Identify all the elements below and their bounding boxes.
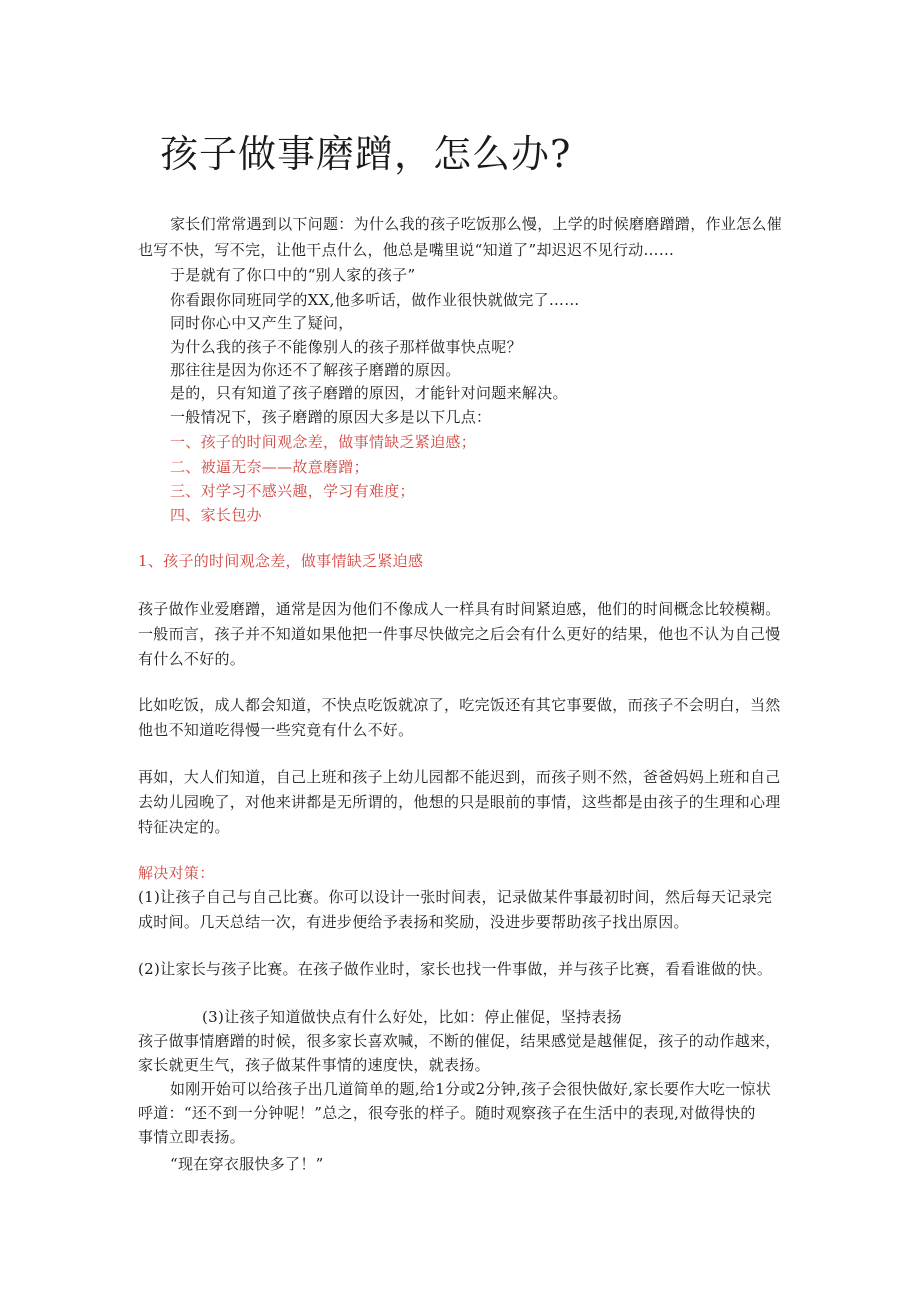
solution-line: (1)让孩子自己与自己比赛。你可以设计一张时间表，记录做某件事最初时间，然后每天记录完	[138, 888, 773, 906]
solution-line: (2)让家长与孩子比赛。在孩子做作业时，家长也找一件事做，并与孩子比赛，看看谁做的快。	[138, 960, 773, 978]
paragraph-line: 一般而言，孩子并不知道如果他把一件事尽快做完之后会有什么更好的结果，他也不认为自己慢	[138, 625, 781, 643]
solution-line: 孩子做事情磨蹭的时候，很多家长喜欢喊，不断的催促，结果感觉是越催促，孩子的动作越来，	[138, 1032, 781, 1050]
intro-line: 也写不快，写不完，让他干点什么，他总是嘴里说“知道了”却迟迟不见行动……	[138, 241, 675, 259]
reason-item: 一、孩子的时间观念差，做事情缺乏紧迫感；	[170, 433, 477, 451]
reason-item: 二、被逼无奈——故意磨蹭；	[170, 458, 369, 476]
solution-heading: 解决对策：	[138, 864, 215, 882]
intro-line: 于是就有了你口中的“别人家的孩子”	[170, 266, 416, 284]
intro-line: 为什么我的孩子不能像别人的孩子那样做事快点呢？	[170, 338, 522, 356]
quote-line: “现在穿衣服快多了！”	[170, 1155, 324, 1173]
intro-line: 家长们常常遇到以下问题：为什么我的孩子吃饭那么慢，上学的时候磨磨蹭蹭，作业怎么催	[170, 215, 783, 233]
section-heading: 1、孩子的时间观念差，做事情缺乏紧迫感	[138, 552, 424, 570]
paragraph-line: 去幼儿园晚了，对他来讲都是无所谓的，他想的只是眼前的事情，这些都是由孩子的生理和心理	[138, 793, 781, 811]
paragraph-line: 再如，大人们知道，自己上班和孩子上幼儿园都不能迟到，而孩子则不然，爸爸妈妈上班和自己	[138, 768, 781, 786]
intro-line: 那往往是因为你还不了解孩子磨蹭的原因。	[170, 361, 461, 379]
intro-line: 你看跟你同班同学的XX,他多听话，做作业很快就做完了……	[170, 291, 580, 309]
reason-item: 三、对学习不感兴趣，学习有难度；	[170, 482, 415, 500]
intro-line: 一般情况下，孩子磨蹭的原因大多是以下几点：	[170, 408, 492, 426]
page-title: 孩子做事磨蹭，怎么办?	[160, 132, 572, 176]
intro-line: 同时你心中又产生了疑问，	[170, 314, 354, 332]
paragraph-line: 比如吃饭，成人都会知道，不快点吃饭就凉了，吃完饭还有其它事要做，而孩子不会明白，当然	[138, 696, 781, 714]
intro-line: 是的，只有知道了孩子磨蹭的原因，才能针对问题来解决。	[170, 384, 568, 402]
solution-line: 成时间。几天总结一次，有进步便给予表扬和奖励，没进步要帮助孩子找出原因。	[138, 913, 689, 931]
paragraph-line: 特征决定的。	[138, 818, 230, 836]
solution-line: 如刚开始可以给孩子出几道简单的题,给1分或2分钟,孩子会很快做好,家长要作大吃一惊状	[170, 1080, 771, 1098]
paragraph-line: 有什么不好的。	[138, 650, 246, 668]
solution-line: 家长就更生气，孩子做某件事情的速度快，就表扬。	[138, 1056, 490, 1074]
paragraph-line: 孩子做作业爱磨蹭，通常是因为他们不像成人一样具有时间紧迫感，他们的时间概念比较模糊。	[138, 600, 781, 618]
solution-line: 呼道：“还不到一分钟呢！”总之，很夸张的样子。随时观察孩子在生活中的表现,对做得快的	[138, 1104, 756, 1122]
solution-line: 事情立即表扬。	[138, 1128, 246, 1146]
reason-item: 四、家长包办	[170, 506, 262, 524]
paragraph-line: 他也不知道吃得慢一些究竟有什么不好。	[138, 721, 414, 739]
solution-subheading: (3)让孩子知道做快点有什么好处，比如：停止催促，坚持表扬	[202, 1008, 622, 1026]
